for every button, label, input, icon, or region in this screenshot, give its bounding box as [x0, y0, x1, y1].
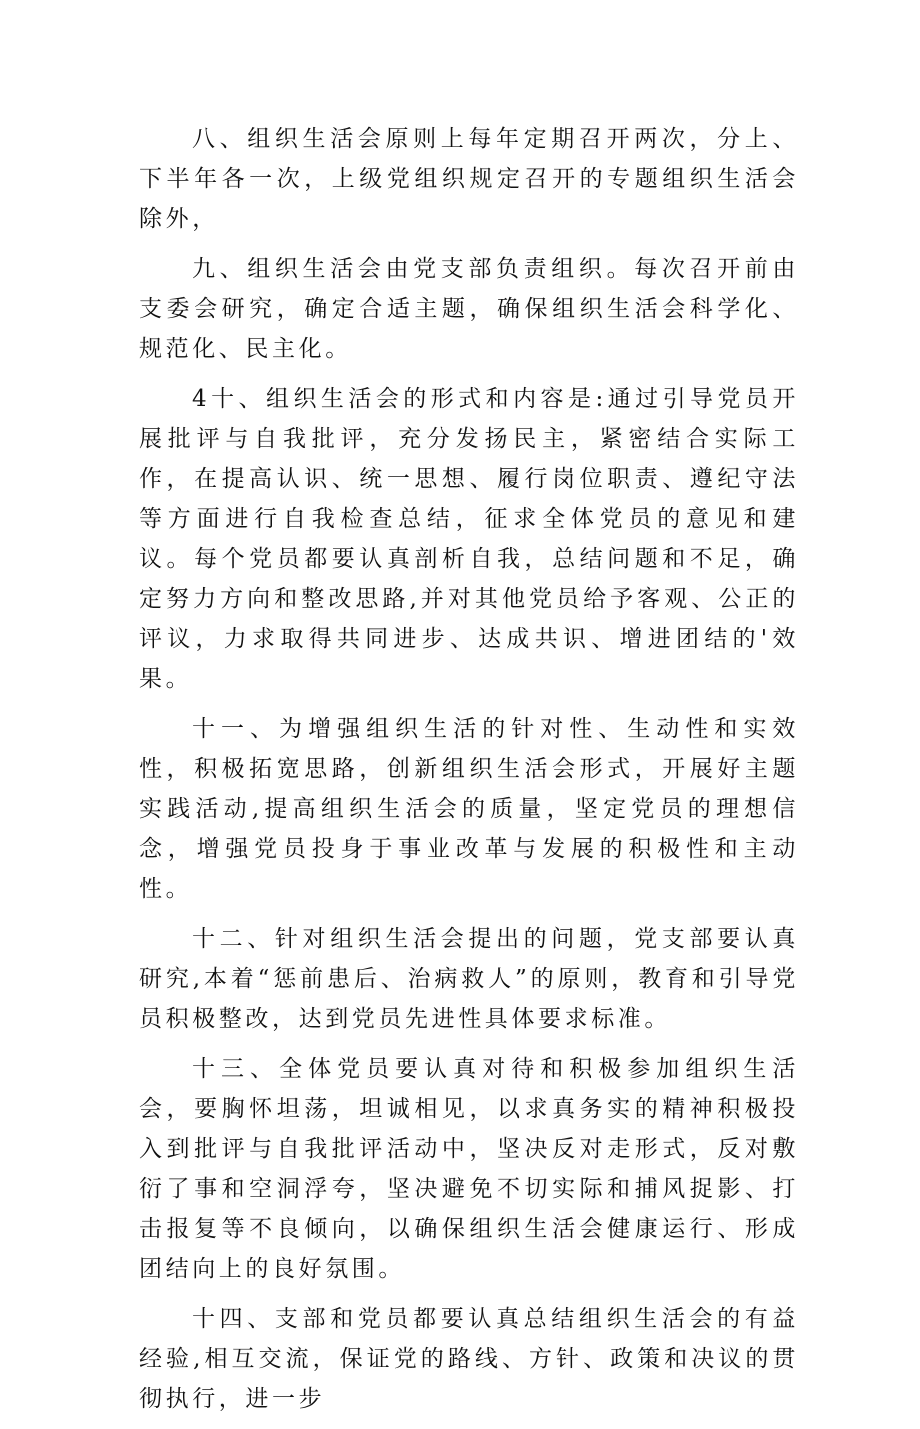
paragraph-10: 4十、组织生活会的形式和内容是:通过引导党员开展批评与自我批评，充分发扬民主，紧密结合实际工作，在提高认识、统一思想、履行岗位职责、遵纪守法等方面进行自我检查总结，征求全体党员的意见和建议。每个党员都要认真剖析自我，总结问题和不足，确定努力方向和整改思路,并对其他党员给予客观、公正的评议，力求取得共同进步、达成共识、增进团结的'效果。 — [139, 386, 799, 692]
paragraph-14: 十四、支部和党员都要认真总结组织生活会的有益经验,相互交流，保证党的路线、方针、政策和决议的贯彻执行，进一步 — [139, 1306, 799, 1412]
paragraph-13: 十三、全体党员要认真对待和积极参加组织生活会，要胸怀坦荡，坦诚相见，以求真务实的精神积极投入到批评与自我批评活动中，坚决反对走形式，反对敷衍了事和空洞浮夸，坚决避免不切实际和捕风捉影、打击报复等不良倾向，以确保组织生活会健康运行、形成团结向上的良好氛围。 — [139, 1056, 799, 1282]
paragraph-11: 十一、为增强组织生活的针对性、生动性和实效性，积极拓宽思路，创新组织生活会形式，开展好主题实践活动,提高组织生活会的质量，坚定党员的理想信念，增强党员投身于事业改革与发展的积极性和主动性。 — [139, 716, 799, 902]
paragraph-8: 八、组织生活会原则上每年定期召开两次，分上、下半年各一次，上级党组织规定召开的专题组织生活会除外， — [139, 126, 799, 232]
document-body — [139, 119, 799, 1429]
paragraph-12: 十二、针对组织生活会提出的问题，党支部要认真研究,本着“惩前患后、治病救人”的原则，教育和引导党员积极整改，达到党员先进性具体要求标准。 — [139, 926, 799, 1032]
paragraph-9: 九、组织生活会由党支部负责组织。每次召开前由支委会研究，确定合适主题，确保组织生活会科学化、规范化、民主化。 — [139, 256, 799, 362]
